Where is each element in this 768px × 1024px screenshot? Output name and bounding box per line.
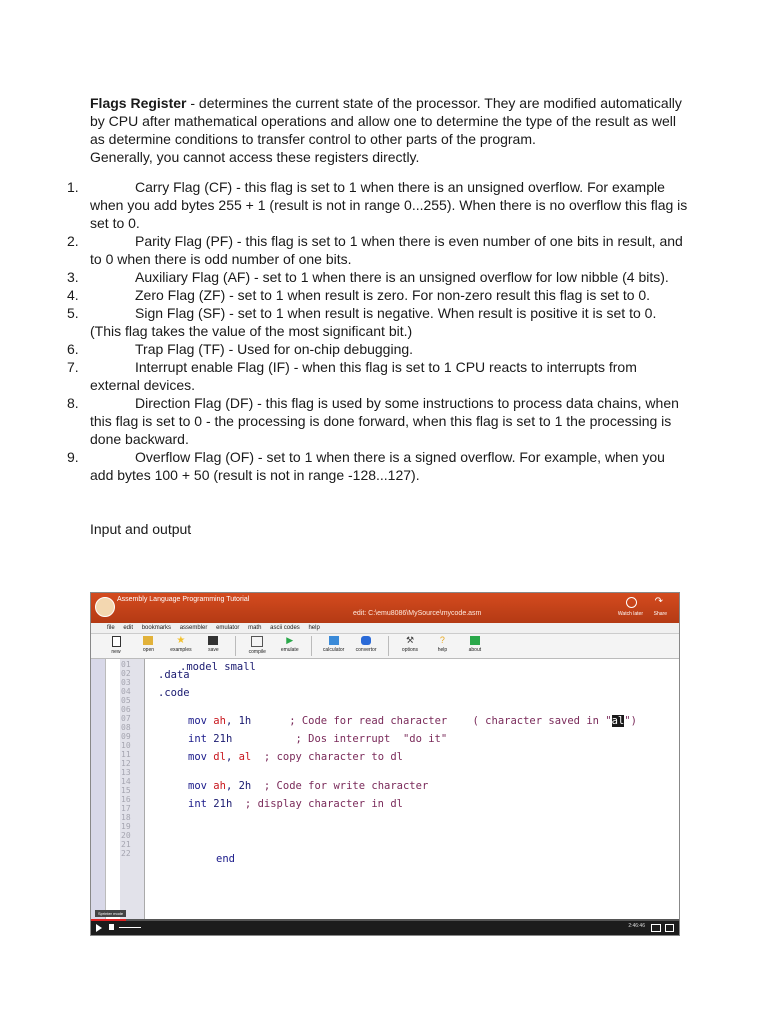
list-item	[67, 358, 690, 394]
video-controls	[91, 919, 679, 935]
video-title-bar	[91, 593, 679, 623]
editor-window-title: edit: C:\emu8086\MySource\mycode.asm	[353, 610, 482, 617]
volume-icon[interactable]	[109, 924, 114, 930]
list-text: Overflow Flag (OF) - set to 1 when there is a signed overflow. For example, when you add bytes 100 + 50 (result is not in range -128...127).	[90, 449, 665, 483]
intro-text	[90, 94, 690, 148]
list-number: 1.	[67, 179, 79, 195]
list-number: 5.	[67, 305, 79, 321]
play-icon[interactable]	[96, 924, 102, 932]
line-number: 03	[121, 678, 131, 687]
line-number: 20	[121, 831, 131, 840]
line-number: 21	[121, 840, 131, 849]
channel-avatar[interactable]	[95, 597, 115, 617]
code-line-7: mov ah, 1h ; Code for read character ( character saved in "al")	[188, 715, 637, 727]
list-number: 3.	[67, 269, 79, 285]
list-text: Trap Flag (TF) - Used for on-chip debugging.	[135, 341, 414, 357]
new-button[interactable]: new	[105, 634, 127, 655]
list-text: Zero Flag (ZF) - set to 1 when result is zero. For non-zero result this flag is set to 0.	[135, 287, 651, 303]
line-number: 22	[121, 849, 131, 858]
menu-item-emulator[interactable]: emulator	[216, 625, 240, 631]
line-number: 09	[121, 732, 131, 741]
editor-toolbar	[91, 634, 679, 659]
bookmark-strip	[91, 659, 105, 919]
line-number: 15	[121, 786, 131, 795]
progress-bar[interactable]	[91, 919, 679, 921]
list-text: Auxiliary Flag (AF) - set to 1 when there is an unsigned overflow for low nibble (4 bits).	[135, 269, 669, 285]
code-line-code: .code	[158, 687, 190, 699]
list-number: 2.	[67, 233, 79, 249]
list-text: Interrupt enable Flag (IF) - when this flag is set to 1 CPU reacts to interrupts from external devices.	[90, 359, 637, 393]
emulate-button[interactable]: ▶ emulate	[280, 635, 299, 653]
line-number: 14	[121, 777, 131, 786]
new-file-icon	[112, 636, 121, 647]
list-text: Carry Flag (CF) - this flag is set to 1 when there is an unsigned overflow. For example when you add bytes 255 + 1 (result is not in range 0...255). When there is no overflow this flag is set to 0.	[90, 179, 688, 231]
help-button[interactable]: ? help	[437, 635, 448, 653]
document-page	[67, 94, 690, 538]
clock-icon[interactable]	[626, 597, 637, 608]
section-title-input-output: Input and output	[90, 521, 192, 537]
about-icon	[470, 636, 480, 645]
play-icon: ▶	[286, 635, 294, 645]
flags-list	[67, 178, 690, 484]
list-text: Direction Flag (DF) - this flag is used by some instructions to process data chains, when this flag is set to 0 - the processing is done forward, when this flag is set to 1 the processing is done backward.	[90, 395, 679, 447]
intro-note: Generally, you cannot access these registers directly.	[90, 149, 420, 165]
options-button[interactable]: ⚒ options	[401, 635, 419, 653]
menu-item-edit[interactable]: edit	[123, 625, 134, 631]
save-button[interactable]: save	[202, 634, 224, 653]
selected-text[interactable]: al	[611, 715, 625, 727]
video-badge: Sprinter mode	[95, 910, 126, 917]
examples-button[interactable]: ★ examples	[170, 635, 192, 653]
save-icon	[208, 636, 218, 645]
tools-icon: ⚒	[405, 635, 415, 645]
code-line-12: int 21h ; display character in dl	[188, 798, 403, 810]
intro-paragraph	[90, 94, 690, 166]
menu-item-math[interactable]: math	[248, 625, 262, 631]
video-title[interactable]: Assembly Language Programming Tutorial	[117, 596, 250, 603]
line-number: 04	[121, 687, 131, 696]
menu-item-bookmarks[interactable]: bookmarks	[141, 625, 172, 631]
list-item	[67, 286, 690, 304]
watch-later-label: Watch later	[617, 611, 643, 617]
convertor-button[interactable]: convertor	[355, 634, 377, 653]
volume-slider[interactable]	[119, 927, 141, 928]
star-icon: ★	[176, 635, 186, 646]
line-number: 17	[121, 804, 131, 813]
menu-item-ascii-codes[interactable]: ascii codes	[270, 625, 300, 631]
video-screenshot	[90, 592, 680, 936]
captions-icon[interactable]	[651, 924, 661, 932]
code-line-9: mov dl, al ; copy character to dl	[188, 751, 403, 763]
list-item	[67, 340, 690, 358]
code-line-8: int 21h ; Dos interrupt "do it"	[188, 733, 448, 745]
code-line-data: .data	[158, 669, 190, 681]
list-text: Sign Flag (SF) - set to 1 when result is negative. When result is positive it is set to 0. (This flag takes the value of the most significant bit.)	[90, 305, 657, 339]
line-number: 06	[121, 705, 131, 714]
line-number: 02	[121, 669, 131, 678]
menu-item-help[interactable]: help	[308, 625, 320, 631]
line-number: 16	[121, 795, 131, 804]
line-number: 07	[121, 714, 131, 723]
video-time: 2:46:46	[628, 923, 645, 929]
line-number: 13	[121, 768, 131, 777]
help-icon: ?	[439, 635, 445, 645]
list-item	[67, 448, 690, 484]
compile-button[interactable]: compile	[246, 634, 268, 655]
line-number: 18	[121, 813, 131, 822]
list-number: 7.	[67, 359, 79, 375]
list-item	[67, 304, 690, 340]
code-line-end: end	[216, 853, 235, 865]
open-folder-icon	[143, 636, 153, 645]
menu-item-assembler[interactable]: assembler	[179, 625, 208, 631]
list-item	[67, 178, 690, 232]
convertor-icon	[361, 636, 371, 645]
share-icon[interactable]: ↷	[654, 596, 663, 607]
calculator-button[interactable]: calculator	[323, 634, 345, 653]
code-line-11: mov ah, 2h ; Code for write character	[188, 780, 429, 792]
line-number: 11	[121, 750, 131, 759]
line-number: 19	[121, 822, 131, 831]
line-number: 05	[121, 696, 131, 705]
about-button[interactable]: about	[464, 634, 486, 653]
fullscreen-icon[interactable]	[665, 924, 674, 932]
intro-description: - determines the current state of the processor. They are modified automatically by CPU after mathematical operations and allow one to determine the type of the result as well as determine conditions to transfer control to other parts of the program.	[90, 95, 682, 147]
share-label: Share	[653, 611, 667, 617]
calculator-icon	[329, 636, 339, 645]
line-number: 01	[121, 660, 131, 669]
code-line-model: .model small	[180, 661, 256, 673]
list-number: 9.	[67, 449, 79, 465]
open-button[interactable]: open	[137, 634, 159, 653]
line-number: 12	[121, 759, 131, 768]
list-number: 4.	[67, 287, 79, 303]
progress-fill	[91, 919, 126, 921]
line-number: 10	[121, 741, 131, 750]
menu-item-file[interactable]: file	[107, 625, 115, 631]
list-text: Parity Flag (PF) - this flag is set to 1 when there is even number of one bits in result, and to 0 when there is odd number of one bits.	[90, 233, 683, 267]
list-item	[67, 268, 690, 286]
list-item	[67, 394, 690, 448]
compile-icon	[251, 636, 263, 647]
line-number: 08	[121, 723, 131, 732]
flags-register-title: Flags Register	[90, 95, 187, 111]
editor-menu-bar	[91, 623, 679, 634]
code-editor[interactable]	[105, 659, 679, 919]
list-item	[67, 232, 690, 268]
list-number: 6.	[67, 341, 79, 357]
list-number: 8.	[67, 395, 79, 411]
